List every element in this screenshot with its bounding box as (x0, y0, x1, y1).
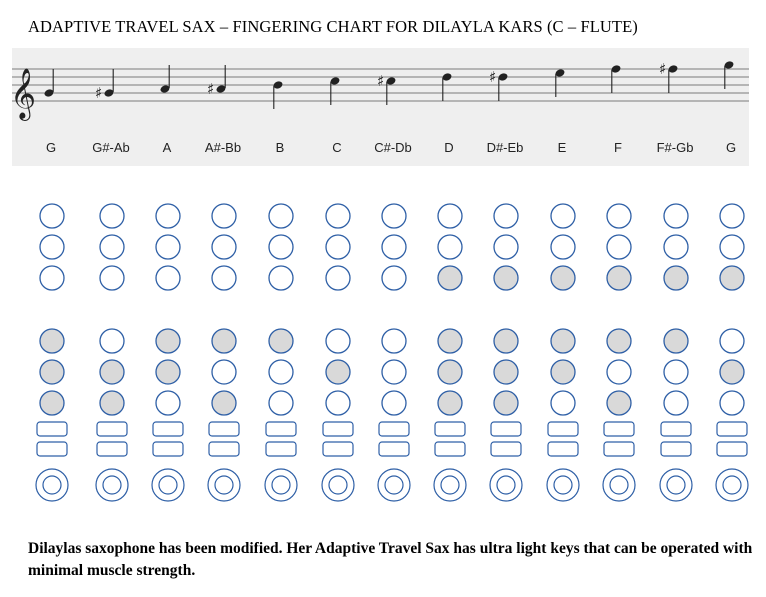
key-closed (438, 329, 462, 353)
note-label: B (275, 140, 285, 155)
key-open (269, 391, 293, 415)
thumb-key-inner (723, 476, 741, 494)
key-column (378, 204, 410, 501)
key-closed (100, 360, 124, 384)
key-closed (607, 391, 631, 415)
side-key (37, 442, 67, 456)
key-closed (664, 266, 688, 290)
side-key (266, 442, 296, 456)
key-column (208, 204, 240, 501)
side-key (604, 422, 634, 436)
key-closed (326, 360, 350, 384)
key-closed (494, 329, 518, 353)
key-open (664, 204, 688, 228)
key-column (603, 204, 635, 501)
key-closed (212, 329, 236, 353)
key-closed (551, 266, 575, 290)
key-closed (269, 329, 293, 353)
key-open (100, 329, 124, 353)
note-label: D (444, 140, 454, 155)
side-key (323, 442, 353, 456)
treble-clef-icon (10, 68, 36, 121)
side-key (604, 442, 634, 456)
key-closed (40, 329, 64, 353)
key-open (551, 235, 575, 259)
key-closed (438, 391, 462, 415)
key-open (156, 235, 180, 259)
side-key (435, 442, 465, 456)
key-closed (720, 360, 744, 384)
side-key (209, 422, 239, 436)
note-label: F#-Gb (656, 140, 694, 155)
key-open (607, 204, 631, 228)
key-closed (607, 266, 631, 290)
note-label: E (557, 140, 567, 155)
key-closed (212, 391, 236, 415)
key-column (265, 204, 297, 501)
key-open (269, 360, 293, 384)
key-open (100, 235, 124, 259)
key-open (40, 266, 64, 290)
note-label: C#-Db (374, 140, 412, 155)
key-closed (156, 329, 180, 353)
side-key (209, 442, 239, 456)
key-column (96, 204, 128, 501)
thumb-key-inner (610, 476, 628, 494)
key-open (269, 266, 293, 290)
key-open (664, 391, 688, 415)
key-column (434, 204, 466, 501)
key-open (40, 235, 64, 259)
side-key (266, 422, 296, 436)
key-open (156, 204, 180, 228)
key-column (152, 204, 184, 501)
thumb-key-inner (329, 476, 347, 494)
thumb-key-inner (554, 476, 572, 494)
side-key (717, 422, 747, 436)
description-text: Dilaylas saxophone has been modified. Her Adaptive Travel Sax has ultra light keys that can be operated with minimal muscle strength. (28, 540, 753, 579)
key-column (716, 204, 748, 501)
key-open (382, 329, 406, 353)
side-key (379, 422, 409, 436)
note-label: A#-Bb (204, 140, 242, 155)
key-open (212, 360, 236, 384)
side-key (491, 442, 521, 456)
key-closed (100, 391, 124, 415)
side-key (661, 442, 691, 456)
key-open (212, 204, 236, 228)
key-column (322, 204, 354, 501)
chart-title: ADAPTIVE TRAVEL SAX – FINGERING CHART FOR DILAYLA KARS (C – FLUTE) (28, 17, 638, 36)
key-open (720, 204, 744, 228)
key-closed (607, 329, 631, 353)
note-label: A (162, 140, 172, 155)
thumb-key-inner (385, 476, 403, 494)
key-open (326, 329, 350, 353)
key-open (720, 391, 744, 415)
key-open (326, 235, 350, 259)
sharp-icon: ♯ (95, 84, 103, 102)
thumb-key-inner (159, 476, 177, 494)
thumb-key-inner (497, 476, 515, 494)
key-open (720, 329, 744, 353)
key-open (382, 391, 406, 415)
key-closed (494, 391, 518, 415)
key-open (269, 204, 293, 228)
key-column (36, 204, 68, 501)
key-open (100, 204, 124, 228)
key-column (660, 204, 692, 501)
sharp-icon: ♯ (377, 72, 385, 90)
note-label: D#-Eb (486, 140, 524, 155)
side-key (548, 442, 578, 456)
key-open (156, 266, 180, 290)
key-open (551, 391, 575, 415)
thumb-key-inner (103, 476, 121, 494)
key-open (382, 235, 406, 259)
key-closed (40, 391, 64, 415)
key-open (664, 235, 688, 259)
key-open (494, 235, 518, 259)
key-open (326, 266, 350, 290)
thumb-key-inner (272, 476, 290, 494)
key-open (438, 235, 462, 259)
side-key (548, 422, 578, 436)
key-open (212, 266, 236, 290)
key-closed (156, 360, 180, 384)
side-key (661, 422, 691, 436)
key-open (382, 266, 406, 290)
key-open (269, 235, 293, 259)
key-closed (438, 266, 462, 290)
key-open (382, 360, 406, 384)
note-label: G#-Ab (92, 140, 130, 155)
key-open (438, 204, 462, 228)
key-open (494, 204, 518, 228)
side-key (37, 422, 67, 436)
thumb-key-inner (667, 476, 685, 494)
key-closed (551, 360, 575, 384)
side-key (153, 422, 183, 436)
side-key (153, 442, 183, 456)
side-key (491, 422, 521, 436)
key-open (212, 235, 236, 259)
side-key (97, 442, 127, 456)
key-closed (40, 360, 64, 384)
thumb-key-inner (43, 476, 61, 494)
key-open (607, 360, 631, 384)
note-label: F (614, 140, 622, 155)
key-open (382, 204, 406, 228)
key-closed (720, 266, 744, 290)
treble-clef-glyph: 𝄞 (10, 68, 37, 119)
key-column (490, 204, 522, 501)
key-open (156, 391, 180, 415)
side-key (323, 422, 353, 436)
key-closed (494, 266, 518, 290)
key-closed (664, 329, 688, 353)
sharp-icon: ♯ (659, 60, 667, 78)
side-key (379, 442, 409, 456)
sharp-icon: ♯ (489, 68, 497, 86)
side-key (717, 442, 747, 456)
key-open (40, 204, 64, 228)
key-open (551, 204, 575, 228)
key-open (326, 391, 350, 415)
note-label: G (725, 140, 737, 155)
key-open (100, 266, 124, 290)
key-closed (438, 360, 462, 384)
thumb-key-inner (441, 476, 459, 494)
note-label: C (332, 140, 342, 155)
side-key (435, 422, 465, 436)
side-key (97, 422, 127, 436)
key-open (664, 360, 688, 384)
note-label: G (45, 140, 57, 155)
sharp-icon: ♯ (207, 80, 215, 98)
key-closed (494, 360, 518, 384)
key-open (607, 235, 631, 259)
key-diagrams (36, 204, 748, 501)
key-column (547, 204, 579, 501)
key-open (720, 235, 744, 259)
thumb-key-inner (215, 476, 233, 494)
key-closed (551, 329, 575, 353)
key-open (326, 204, 350, 228)
